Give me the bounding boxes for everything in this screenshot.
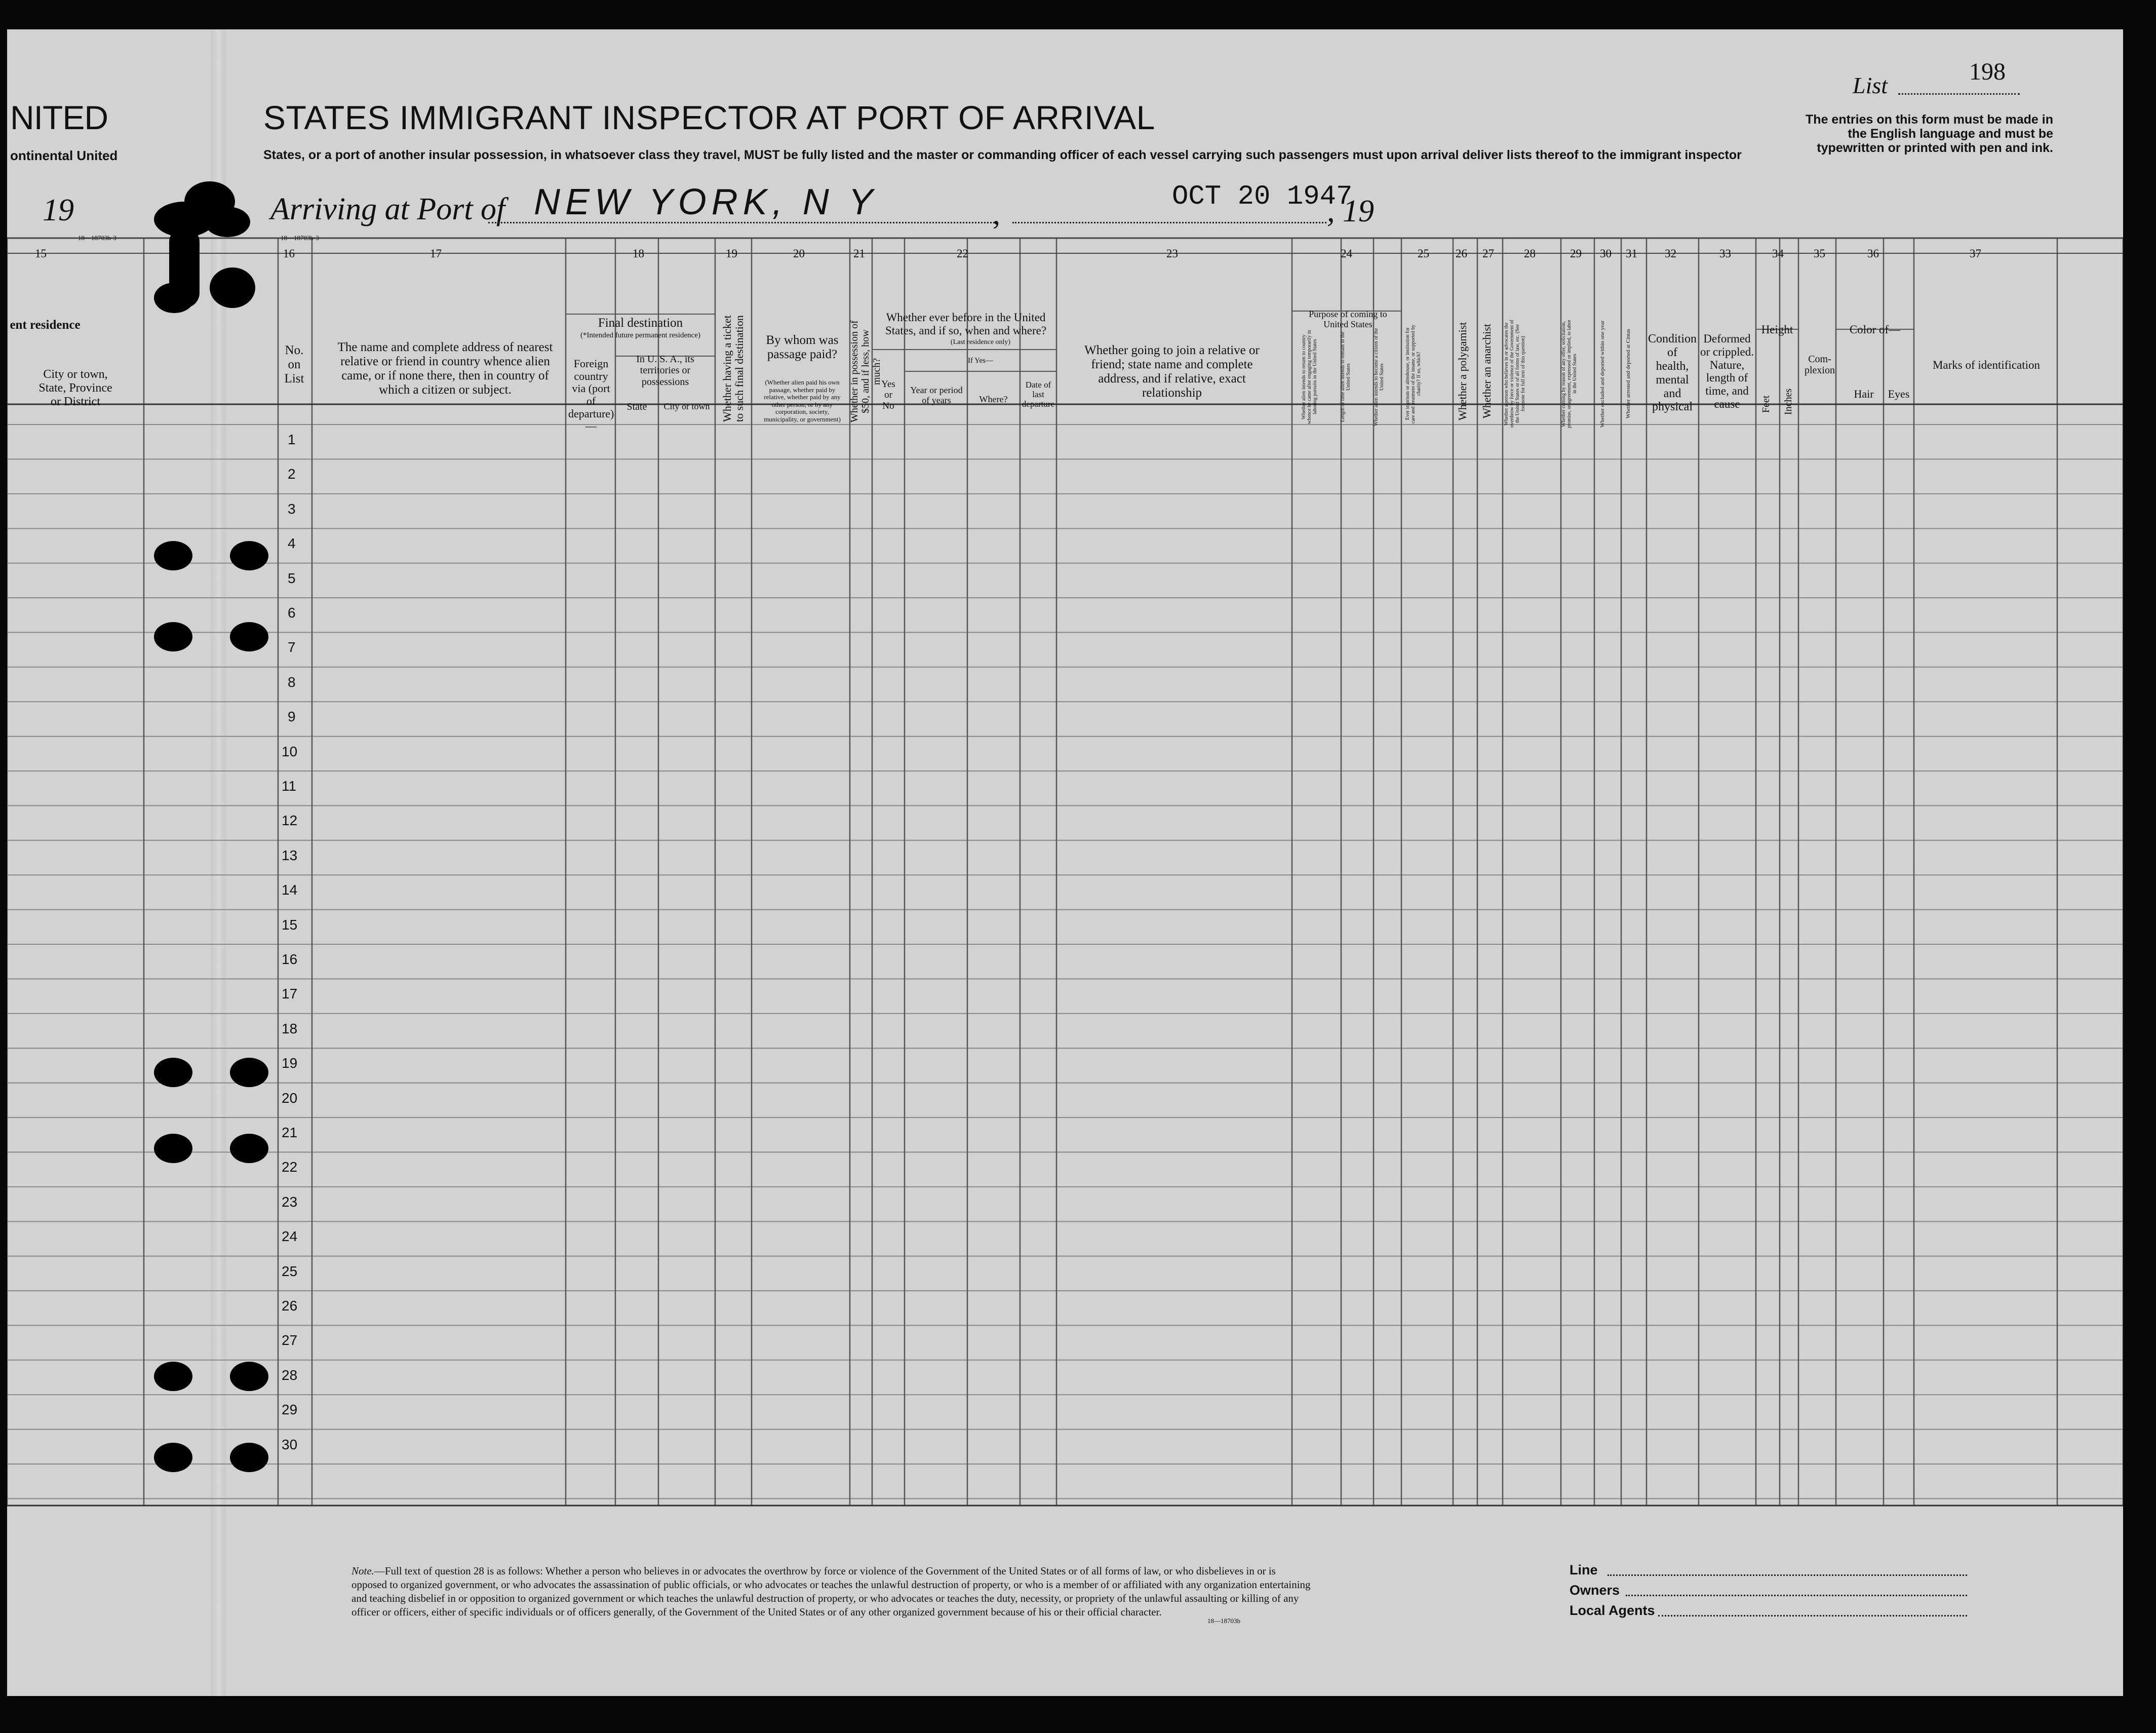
col22-date: Date of last departure: [1022, 380, 1055, 409]
row-number: 24: [282, 1228, 298, 1245]
typewriter-note: The entries on this form must be made in the English language and must be typewritten or printed with pen and ink.: [1806, 112, 2053, 155]
punch-hole: [230, 622, 268, 651]
col18-head: Final destination: [598, 316, 683, 330]
row-number: 20: [282, 1090, 298, 1106]
row-number: 9: [288, 709, 296, 725]
column-number: 33: [1719, 247, 1731, 260]
column-rules: [7, 238, 2123, 1506]
row-number: 16: [282, 951, 298, 967]
col22-year: Year or period of years: [910, 385, 963, 406]
col18-city: City or town: [663, 401, 710, 411]
column-number: 20: [793, 247, 805, 260]
punch-hole: [230, 1058, 268, 1087]
footer-note: [351, 1564, 1314, 1619]
list-label: List: [1853, 72, 1888, 98]
row-number: 8: [288, 674, 296, 690]
column-number: 19: [726, 247, 737, 260]
row-number: 7: [288, 639, 296, 656]
ink-blot: [154, 181, 255, 313]
col31-head: Whether arrested and deported at Cintas: [1625, 329, 1631, 419]
punch-hole: [154, 622, 192, 651]
row-number: 10: [282, 743, 298, 759]
column-number: 32: [1665, 247, 1676, 260]
row-rules: [7, 425, 2123, 1498]
col22-where: Where?: [979, 394, 1008, 404]
punch-hole: [230, 541, 268, 570]
col32-head: Condition of health, mental and physical: [1648, 332, 1697, 414]
row-number: 3: [288, 500, 296, 517]
col22-ifyes: If Yes—: [967, 357, 993, 365]
row-number: 17: [282, 986, 298, 1002]
col18-note: (*Intended future permanent residence): [580, 331, 700, 339]
arriving-label: Arriving at Port of: [270, 192, 505, 226]
row-number: 15: [282, 916, 298, 933]
col24-sub-b: Length of time alien intends to remain in the United States: [1340, 331, 1351, 422]
agents-label: Local Agents: [1570, 1603, 1655, 1618]
col35-head: Com- plexion: [1805, 354, 1835, 376]
column-number: 22: [957, 247, 968, 260]
column-number: 31: [1626, 247, 1637, 260]
col34-inches: Inches: [1783, 388, 1794, 415]
row-number: 22: [282, 1159, 298, 1175]
row-number: 27: [282, 1332, 298, 1349]
col37-head: Marks of identification: [1932, 359, 2041, 371]
row-number: 12: [282, 813, 298, 829]
column-number: 37: [1970, 247, 1981, 260]
col18-state: State: [626, 401, 647, 412]
col23-head: Whether going to join a relative or friend; state name and complete address, and if relative, exact relationship: [1084, 343, 1260, 400]
row-number: 11: [282, 778, 297, 794]
column-number: 29: [1570, 247, 1582, 260]
punch-hole: [154, 1134, 192, 1163]
row-number: 21: [282, 1125, 298, 1140]
col22-note: (Last residence only): [950, 338, 1011, 346]
col27-head: Whether an anarchist: [1480, 324, 1493, 419]
col24-head: Purpose of coming to United States: [1309, 309, 1387, 330]
col34-head: Height: [1761, 323, 1793, 336]
col26-head: Whether a polygamist: [1456, 322, 1469, 421]
column-number: 21: [853, 247, 865, 260]
form-title-left: NITED: [10, 99, 108, 136]
column-number: 36: [1867, 247, 1879, 260]
col21-head: Whether in possession of $50, and if less, how much?: [849, 320, 882, 422]
row-number: 19: [282, 1055, 298, 1071]
row-number: 18: [282, 1020, 298, 1036]
column-number: 24: [1341, 247, 1352, 260]
column-number: 26: [1456, 247, 1467, 260]
col36-hair: Hair: [1854, 388, 1874, 400]
col36-head: Color of—: [1849, 323, 1901, 336]
row-number: 23: [282, 1193, 298, 1210]
row-number: 25: [282, 1263, 298, 1279]
punch-hole: [230, 1134, 268, 1163]
column-number: 15: [35, 247, 47, 260]
line-label: Line: [1570, 1562, 1598, 1577]
col18-foreign: Foreign country via (port of departure)—: [568, 357, 614, 433]
note-label: Note.: [351, 1565, 374, 1577]
form-title: STATES IMMIGRANT INSPECTOR AT PORT OF ARRIVAL: [263, 99, 1155, 136]
owners-label: Owners: [1570, 1583, 1620, 1598]
row-number: 28: [282, 1367, 298, 1383]
column-number: 27: [1482, 247, 1494, 260]
row-number: 4: [288, 535, 296, 552]
column-number: 16: [283, 247, 295, 260]
col25-head: Ever in prison or almshouse, or institution for care and treatment of the insane, or supported by charity? If so, which?: [1405, 324, 1422, 423]
column-number: 34: [1772, 247, 1784, 260]
col16-head: No. on List: [284, 343, 304, 386]
col30-head: Whether excluded and deported within one year: [1599, 320, 1605, 428]
col15-head: ent residence: [10, 318, 81, 332]
col24-sub-a: Whether alien intends to return to country whence he came after engaging temporarily in laboring pursuits in the United States: [1301, 330, 1318, 424]
port-value: NEW YORK, N Y: [534, 182, 878, 222]
form-grid: [7, 29, 2123, 1696]
row-number: 26: [282, 1298, 298, 1314]
row-number: 5: [288, 570, 296, 586]
row-number: 30: [282, 1436, 298, 1452]
column-number: 17: [430, 247, 442, 260]
col24-sub-c: Whether alien intends to become a citizen of the United States: [1374, 328, 1385, 426]
row-number: 6: [288, 605, 296, 621]
punch-hole: [230, 1443, 268, 1472]
footer-form-number: 18—18703b: [1207, 1617, 1240, 1625]
arrival-date-stamp: OCT 20 1947: [1172, 181, 1353, 212]
col28-head: Whether a person who believes in or advocates the overthrow by force or violence of the Government of the United States or of all forms of law, etc. (See footnote for full text of this question): [1504, 320, 1526, 428]
column-number: 35: [1814, 247, 1825, 260]
punch-hole: [154, 541, 192, 570]
col19-head: Whether having a ticket to such final destination: [721, 315, 746, 422]
col34-feet: Feet: [1760, 395, 1772, 413]
row-number: 2: [288, 466, 296, 482]
row-number: 29: [282, 1402, 298, 1418]
year-prefix: 19: [43, 193, 74, 227]
continental-text: ontinental United: [10, 148, 118, 163]
col20-head: By whom was passage paid?: [766, 333, 839, 361]
punch-hole: [230, 1362, 268, 1391]
punch-hole: [154, 1443, 192, 1472]
column-number: 30: [1600, 247, 1612, 260]
col18-usa: In U. S. A., its territories or possessions: [636, 354, 694, 388]
list-number: 198: [1969, 58, 2006, 85]
col33-head: Deformed or crippled. Nature, length of time, and cause: [1700, 332, 1754, 410]
col20-note: (Whether alien paid his own passage, whether paid by relative, whether paid by any other person, or by any corporation, society, municipality, or government): [764, 378, 841, 423]
row-number: 13: [282, 847, 298, 863]
column-number: 25: [1418, 247, 1429, 260]
col22-yesno: Yes or No: [881, 379, 895, 411]
column-number: 18: [633, 247, 644, 260]
punch-hole: [154, 1362, 192, 1391]
col22-head: Whether ever before in the United States, and if so, when and where?: [885, 311, 1047, 337]
manifest-sheet: NITED STATES IMMIGRANT INSPECTOR AT PORT OF ARRIVAL ontinental United States, or a port of another insular possession, in whatsoever class they travel, MUST be fully listed and the master or commanding officer of each vessel carrying such passengers must upon arrival deliver lists thereof to the immigrant inspector List 198 The entries on this form must be made in the English language and must be typewritten or printed with pen and ink. 19 Arriving at Port of NEW YORK, N Y , OCT 20 1947 , 19 18—18703b-3 18—18703b-3 15 16 17 18 19 20 21 22 23 24 25 26 27 28 29 30 31 32 33 34 35 36 37 ent residence City or town, State, Province or District No. on List The name and complete address of nearest relative or friend in country whence alien came, or if none there, then in country of which a citizen or subject. Final destination (*Intended future permanent residence) Foreign country via (port of departure)— In U. S. A., its territories or possessions State City or town Whether having a ticket to such final destination By whom was passage paid? (Whether alien paid his own passage, whether paid by relative, whether paid by any other person, or by any corporation, society, municipality, or government) Whether in possession of $50, and if less, how much? Whether ever before in the United States, and if so, when and where? (Last residence only) If Yes— Yes or No Year or period of years Where? Date of last departure Whether going to join a relative or friend; state name and complete address, and if relative, exact relationship Purpose of coming to United States Whether alien intends to return to country whence he came after engaging temporarily in laboring pursuits in the United States Length of time alien intends to remain in the United States Whether alien intends to become a citizen of the United States Ever in prison or almshouse, or institution for care and treatment of the insane, or supported by charity? If so, which? Whether a polygamist Whether an anarchist Whether a person who believes in or advocates the overthrow by force or violence of the Government of the United States or of all forms of law, etc. (See footnote for full text of this question) Whether coming by reason of any offer, solicitation, promise, or agreement, expressed or implied, to labor in the United States Whether excluded and deported within one year Whether arrested and deported at Cintas Condition of health, mental and physical Deformed or crippled. Nature, length of time, and cause Height Feet Inches Com- plexion Color of— Hair Eyes Marks of identification 1 2 3 4 5 6 7 8 9 10 11 12 13 14 15 16 17 18 19 20 21 22 23 24 25 26 27 28 29 30 Note.—Full text of question 28 is as follows: Whether a person who believes in or advocates the overthrow by force or violence of the Government of the United States or of all forms of law, or who disbelieves in or is opposed to organized government, or who advocates the assassination of public officials, or who advocates or teaches the unlawful destruction of property, or who is a member of or affiliated with any organization entertaining and teaching disbelief in or opposition to organized government or which teaches the unlawful destruction of property, or who advocates or teaches the duty, necessity, or propriety of the unlawful assaulting or killing of any officer or officers, either of specific individuals or of officers generally, of the Government of the United States or of any other organized government because of his or their official character. 18—18703b Line Owners Local Agents: [7, 29, 2123, 1696]
col17-head: The name and complete address of nearest relative or friend in country whence alien came, or if none there, then in country of which a citizen or subject.: [337, 340, 553, 397]
col15-sub: City or town, State, Province or District: [38, 368, 112, 408]
column-number: 28: [1524, 247, 1536, 260]
col36-eyes: Eyes: [1888, 388, 1910, 400]
row-number: 14: [282, 882, 298, 898]
row-number: 1: [288, 432, 296, 447]
col29-head: Whether coming by reason of any offer, solicitation, promise, or agreement, expressed or implied, to labor in the United States: [1561, 320, 1578, 428]
column-number: 23: [1166, 247, 1178, 260]
year-suffix: , 19: [1327, 194, 1374, 228]
note-text: —Full text of question 28 is as follows: Whether a person who believes in or advocates the overthrow by force or violence of the Government of the United States or of all forms of law, or who disbelieves in or is opposed to organized government, or who advocates the assassination of public officials, or who advocates or teaches the unlawful destruction of property, or who is a member of or affiliated with any organization entertaining and teaching disbelief in or opposition to organized government or which teaches the unlawful destruction of property, or who advocates or teaches the duty, necessity, or propriety of the unlawful assaulting or killing of any officer or officers, either of specific individuals or of officers generally, of the Government of the United States or of any other organized government because of his or their official character.: [351, 1565, 1311, 1618]
punch-hole: [154, 1058, 192, 1087]
instructions-text: States, or a port of another insular possession, in whatsoever class they travel, MUST be fully listed and the master or commanding officer of each vessel carrying such passengers must upon arrival deliver lists thereof to the immigrant inspector: [263, 148, 1742, 162]
